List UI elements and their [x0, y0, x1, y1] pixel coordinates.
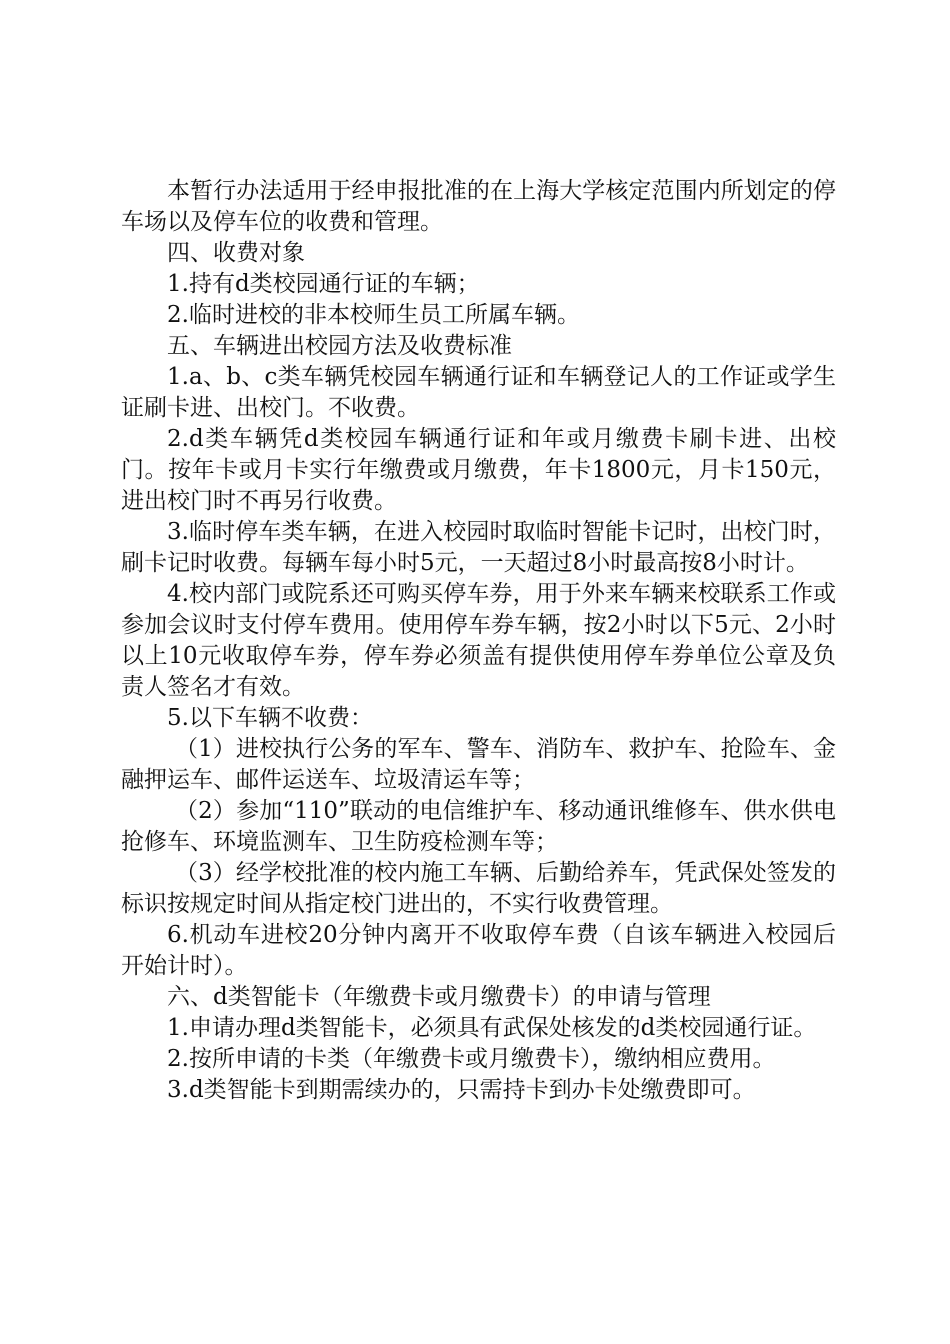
paragraph-card-rule-1: 1.申请办理d类智能卡，必须具有武保处核发的d类校园通行证。	[167, 1015, 817, 1041]
paragraph-target-2: 2.临时进校的非本校师生员工所属车辆。	[167, 302, 580, 328]
paragraph-exempt-3: （3）经学校批准的校内施工车辆、后勤给养车，凭武保处签发的标识按规定时间从指定校门进出的，不实行收费管理。	[121, 860, 836, 917]
paragraph-exempt-1: （1）进校执行公务的军车、警车、消防车、救护车、抢险车、金融押运车、邮件运送车、垃圾清运车等；	[121, 736, 836, 793]
paragraph-exempt-2: （2）参加“110”联动的电信维护车、移动通讯维修车、供水供电抢修车、环境监测车、卫生防疫检测车等；	[121, 798, 836, 855]
heading-entry-and-fees: 五、车辆进出校园方法及收费标准	[167, 333, 512, 359]
heading-charge-targets: 四、收费对象	[167, 240, 305, 266]
paragraph-card-rule-3: 3.d类智能卡到期需续办的，只需持卡到办卡处缴费即可。	[167, 1077, 756, 1103]
paragraph-fee-rule-4: 4.校内部门或院系还可购买停车券，用于外来车辆来校联系工作或参加会议时支付停车费用。使用停车券车辆，按2小时以下5元、2小时以上10元收取停车券，停车券必须盖有提供使用停车券单位公章及负责人签名才有效。	[121, 581, 836, 700]
document-body	[121, 176, 836, 1106]
paragraph-card-rule-2: 2.按所申请的卡类（年缴费卡或月缴费卡），缴纳相应费用。	[167, 1046, 776, 1072]
paragraph-fee-rule-3: 3.临时停车类车辆，在进入校园时取临时智能卡记时，出校门时，刷卡记时收费。每辆车每小时5元，一天超过8小时最高按8小时计。	[121, 519, 836, 576]
heading-d-card: 六、d类智能卡（年缴费卡或月缴费卡）的申请与管理	[167, 984, 711, 1010]
paragraph-fee-rule-6: 6.机动车进校20分钟内离开不收取停车费（自该车辆进入校园后开始计时）。	[121, 922, 836, 979]
paragraph-scope: 本暂行办法适用于经申报批准的在上海大学核定范围内所划定的停车场以及停车位的收费和管理。	[121, 178, 836, 235]
paragraph-fee-rule-5: 5.以下车辆不收费：	[167, 705, 373, 731]
paragraph-target-1: 1.持有d类校园通行证的车辆；	[167, 271, 480, 297]
paragraph-fee-rule-1: 1.a、b、c类车辆凭校园车辆通行证和车辆登记人的工作证或学生证刷卡进、出校门。不收费。	[121, 364, 836, 421]
paragraph-fee-rule-2: 2.d类车辆凭d类校园车辆通行证和年或月缴费卡刷卡进、出校门。按年卡或月卡实行年缴费或月缴费，年卡1800元，月卡150元，进出校门时不再另行收费。	[121, 426, 836, 514]
